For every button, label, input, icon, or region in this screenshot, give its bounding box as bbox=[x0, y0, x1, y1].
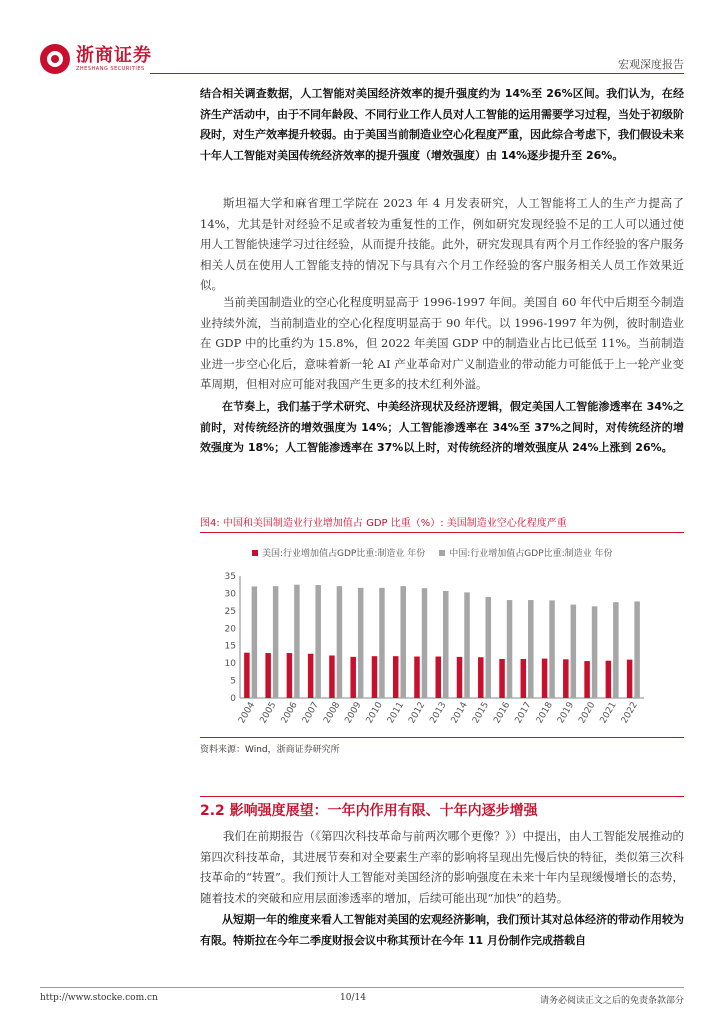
y-tick-label: 25 bbox=[224, 606, 236, 617]
x-tick-label: 2007 bbox=[300, 700, 322, 726]
paragraph-short-term-impact: 从短期一年的维度来看人工智能对美国的宏观经济影响，我们预计其对总体经济的带动作用较为有限。特斯拉在今年二季度财报会议中称其预计在今年 11 月份制作完成搭载自 bbox=[200, 913, 684, 947]
bar-china bbox=[528, 600, 534, 698]
figure-title: 图4: 中国和美国制造业行业增加值占 GDP 比重（%）: 美国制造业空心化程度严重 bbox=[200, 518, 567, 529]
figure-bottom-divider bbox=[200, 737, 684, 738]
manufacturing-share-bar-chart bbox=[200, 560, 684, 736]
y-tick-label: 15 bbox=[224, 641, 236, 652]
x-tick-label: 2018 bbox=[534, 700, 555, 726]
page-header bbox=[0, 0, 724, 80]
bar-us bbox=[287, 653, 293, 698]
bar-us bbox=[499, 659, 505, 698]
chart-legend bbox=[252, 546, 613, 559]
bar-us bbox=[563, 659, 569, 698]
report-type: 宏观深度报告 bbox=[618, 58, 684, 71]
logo-icon bbox=[40, 44, 70, 74]
bar-us bbox=[414, 657, 420, 698]
paragraph-manufacturing-hollowing: 当前美国制造业的空心化程度明显高于 1996-1997 年间。美国自 60 年代中后期至今制造业持续外流，当前制造业的空心化程度明显高于 90 年代。以 1996-1997 年为例，彼时制造业在 GDP 中的比重约为 15.8%，但 2022 年美国 GDP 中的制造业占比已低至 11%。当前制造业进一步空心化后，意味着新一轮 AI 产业革命对广义制造业的带动能力可能低于上一轮产业变革周期，但相对应可能对我国产生更多的技术红利外溢。 bbox=[200, 295, 684, 391]
legend-swatch-china bbox=[439, 550, 445, 556]
bar-china bbox=[443, 591, 449, 698]
y-tick-label: 35 bbox=[224, 572, 236, 582]
bar-china bbox=[486, 597, 492, 698]
bar-us bbox=[372, 656, 378, 698]
x-tick-label: 2017 bbox=[513, 700, 534, 726]
footer-disclaimer: 请务必阅读正文之后的免责条款部分 bbox=[539, 996, 684, 1006]
bar-china bbox=[571, 605, 577, 698]
y-tick-label: 30 bbox=[224, 589, 236, 600]
x-tick-label: 2011 bbox=[385, 700, 407, 726]
bar-us bbox=[521, 659, 527, 698]
bar-china bbox=[592, 606, 598, 698]
figure-top-divider bbox=[200, 532, 684, 533]
legend-label-china: 中国:行业增加值占GDP比重:制造业 年份 bbox=[449, 549, 613, 559]
bar-china bbox=[464, 592, 470, 698]
bar-china bbox=[634, 601, 640, 698]
bar-china bbox=[549, 600, 555, 698]
legend-swatch-us bbox=[252, 550, 258, 556]
x-tick-label: 2020 bbox=[577, 700, 598, 726]
bar-us bbox=[542, 659, 548, 698]
x-tick-label: 2013 bbox=[428, 700, 449, 726]
bar-us bbox=[606, 661, 612, 698]
logo-name: 浙商证券 bbox=[76, 45, 152, 66]
footer-url: http://www.stocke.com.cn bbox=[40, 993, 158, 1003]
bar-china bbox=[358, 588, 364, 698]
paragraph-penetration-assumptions: 在节奏上，我们基于学术研究、中美经济现状及经济逻辑，假定美国人工智能渗透率在 34%之前时，对传统经济的增效强度为 14%；人工智能渗透率在 34%至 37%之间时，对传统经济的增效强度为 18%；人工智能渗透率在 37%以上时，对传统经济的增效强度从 24%上涨到 26%。 bbox=[200, 400, 684, 454]
bar-china bbox=[294, 585, 300, 698]
x-tick-label: 2008 bbox=[322, 700, 343, 726]
bar-china bbox=[273, 586, 279, 698]
y-tick-label: 10 bbox=[224, 659, 236, 670]
bar-china bbox=[315, 585, 321, 698]
x-tick-label: 2010 bbox=[364, 700, 385, 726]
x-tick-label: 2014 bbox=[449, 700, 470, 726]
x-tick-label: 2021 bbox=[598, 700, 619, 726]
x-tick-label: 2022 bbox=[619, 700, 640, 726]
company-logo bbox=[40, 44, 152, 74]
x-tick-label: 2012 bbox=[407, 700, 428, 726]
bar-us bbox=[393, 656, 399, 698]
paragraph-stanford-mit-study: 斯坦福大学和麻省理工学院在 2023 年 4 月发表研究，人工智能将工人的生产力提高了 14%，尤其是针对经验不足或者较为重复性的工作，例如研究发现经验不足的工人可以通过使用人工智能快速学习过往经验，从而提升技能。此外，研究发现具有两个月工作经验的客户服务相关人员在使用人工智能支持的情况下与具有六个月工作经验的客户服务相关人员工作效果近似。 bbox=[200, 196, 684, 292]
bar-us bbox=[436, 657, 442, 698]
section-title: 2.2 影响强度展望：一年内作用有限、十年内逐步增强 bbox=[200, 803, 538, 819]
x-tick-label: 2015 bbox=[471, 700, 492, 726]
header-divider bbox=[150, 73, 684, 74]
x-tick-label: 2019 bbox=[556, 700, 577, 726]
bar-china bbox=[379, 588, 385, 698]
footer-divider bbox=[40, 987, 684, 988]
legend-label-us: 美国:行业增加值占GDP比重:制造业 年份 bbox=[262, 549, 426, 559]
paragraph-fourth-tech-revolution: 我们在前期报告（《第四次科技革命与前两次哪个更像？》）中提出，由人工智能发展推动的第四次科技革命，其进展节奏和对全要素生产率的影响将呈现出先慢后快的特征，类似第三次科技革命的“转置”。我们预计人工智能对美国经济的影响强度在未来十年内呈现缓慢增长的态势，随着技术的突破和应用层面渗透率的增加，后续可能出现“加快”的趋势。 bbox=[200, 829, 684, 905]
bar-china bbox=[252, 586, 258, 698]
bar-us bbox=[265, 653, 271, 698]
bar-us bbox=[350, 657, 356, 698]
bar-us bbox=[244, 653, 250, 698]
y-tick-label: 20 bbox=[224, 624, 236, 635]
bar-us bbox=[478, 657, 484, 698]
legend-item-china bbox=[439, 546, 612, 559]
logo-english-name: ZHESHANG SECURITIES bbox=[76, 66, 145, 72]
legend-item-us bbox=[252, 546, 425, 559]
bar-us bbox=[584, 661, 590, 698]
x-tick-label: 2005 bbox=[258, 700, 279, 726]
bar-us bbox=[308, 654, 314, 698]
bar-china bbox=[337, 586, 343, 698]
bar-china bbox=[613, 602, 619, 698]
bar-china bbox=[422, 588, 428, 698]
bar-china bbox=[507, 600, 512, 698]
y-tick-label: 0 bbox=[230, 694, 236, 704]
y-tick-label: 5 bbox=[230, 676, 236, 687]
bar-us bbox=[457, 657, 463, 698]
x-tick-label: 2016 bbox=[492, 700, 513, 726]
x-tick-label: 2004 bbox=[237, 700, 258, 726]
figure-source: 资料来源：Wind，浙商证券研究所 bbox=[200, 745, 340, 755]
section-divider bbox=[200, 796, 684, 797]
bar-china bbox=[400, 586, 406, 698]
x-tick-label: 2006 bbox=[279, 700, 300, 726]
page-number: 10/14 bbox=[340, 993, 366, 1003]
bar-us bbox=[329, 655, 335, 698]
bar-us bbox=[627, 660, 633, 698]
paragraph-efficiency-range: 结合相关调查数据，人工智能对美国经济效率的提升强度约为 14%至 26%区间。我们认为，在经济生产活动中，由于不同年龄段、不同行业工作人员对人工智能的运用需要学习过程，当处于初级阶段时，对生产效率提升较弱。由于美国当前制造业空心化程度严重，因此综合考虑下，我们假设未来十年人工智能对美国传统经济效率的提升强度（增效强度）由 14%逐步提升至 26%。 bbox=[200, 87, 684, 162]
x-tick-label: 2009 bbox=[343, 700, 364, 726]
